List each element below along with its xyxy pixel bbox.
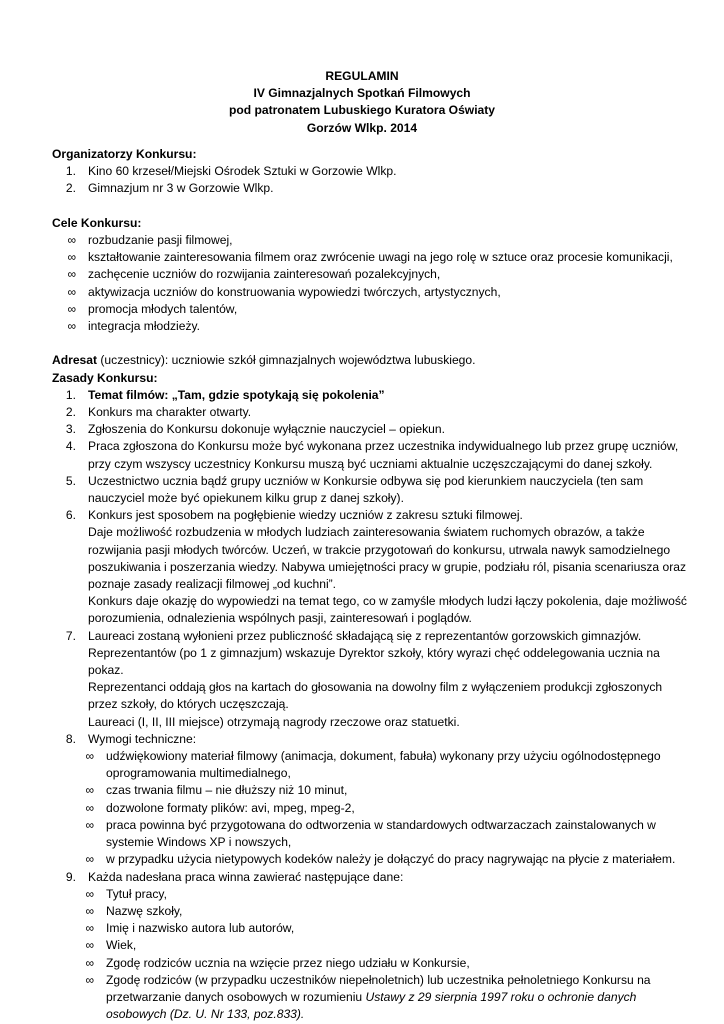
item-text: rozbudzanie pasji filmowej, — [88, 233, 233, 247]
item-text: w przypadku użycia nietypowych kodeków należy je dołączyć do pracy nagrywając na płycie z materiałem. — [106, 852, 676, 867]
title-line-2: IV Gimnazjalnych Spotkań Filmowych — [253, 86, 471, 101]
list-item — [52, 903, 692, 920]
infinity-bullet-icon: ∞ — [85, 800, 94, 815]
item-text: Imię i nazwisko autora lub autorów, — [106, 921, 295, 936]
rule-item — [52, 438, 692, 472]
list-item — [52, 748, 692, 782]
infinity-bullet-icon: ∞ — [85, 903, 94, 918]
item-text — [88, 507, 692, 627]
item-text: integracja młodzieży. — [88, 319, 201, 334]
document-body — [52, 146, 692, 1023]
list-item — [52, 301, 692, 318]
item-text: Zgodę rodziców ucznia na wzięcie przez niego udziału w Konkursie, — [106, 955, 470, 970]
addressee-text: (uczestnicy): uczniowie szkół gimnazjalnych województwa lubuskiego. — [97, 353, 476, 368]
rules-heading: Zasady Konkursu: — [52, 370, 158, 385]
organizers-heading: Organizatorzy Konkursu: — [52, 147, 197, 161]
list-item — [52, 180, 692, 197]
rule-8-intro: Wymogi techniczne: — [88, 731, 197, 746]
technical-requirements-list — [52, 748, 692, 868]
rule-item — [52, 473, 692, 507]
title-line-3: pod patronatem Lubuskiego Kuratora Oświaty — [228, 103, 496, 118]
goals-heading: Cele Konkursu: — [52, 215, 142, 230]
item-text: Konkurs ma charakter otwarty. — [88, 405, 252, 420]
item-number: 5. — [65, 473, 76, 488]
goals-list — [52, 232, 692, 335]
infinity-bullet-icon: ∞ — [85, 955, 94, 970]
law-citation: Ustawy z 29 sierpnia 1997 roku o ochronie danych osobowych (Dz. U. Nr 133, poz.833). — [106, 989, 637, 1022]
item-number: 1. — [65, 164, 76, 179]
infinity-bullet-icon: ∞ — [67, 233, 76, 247]
item-text — [88, 731, 692, 748]
list-item — [52, 851, 692, 868]
rule-item — [52, 628, 692, 731]
item-text: Gimnazjum nr 3 w Gorzowie Wlkp. — [88, 181, 274, 196]
rule-7-intro: Laureaci zostaną wyłonieni przez publiczność składającą się z reprezentantów gorzowskich gimnazjów. — [88, 628, 642, 643]
list-item — [52, 817, 692, 851]
infinity-bullet-icon: ∞ — [67, 284, 76, 299]
consent-text: Zgodę rodziców (w przypadku uczestników niepełnoletnich) lub uczestnika pełnoletniego Konkursu na przetwarzanie danych osobowych w rozumieniu — [106, 972, 651, 1004]
list-item — [52, 232, 692, 249]
item-text: Temat filmów: „Tam, gdzie spotykają się pokolenia” — [88, 387, 385, 402]
infinity-bullet-icon: ∞ — [85, 817, 94, 832]
title-line-4: Gorzów Wlkp. 2014 — [306, 120, 418, 135]
rule-item — [52, 387, 692, 404]
rules-list — [52, 387, 692, 1024]
list-item — [52, 937, 692, 954]
infinity-bullet-icon: ∞ — [85, 783, 94, 798]
item-text: zachęcenie uczniów do rozwijania zainteresowań pozalekcyjnych, — [88, 267, 441, 282]
infinity-bullet-icon: ∞ — [85, 938, 94, 953]
infinity-bullet-icon: ∞ — [67, 267, 76, 282]
infinity-bullet-icon: ∞ — [85, 852, 94, 867]
title-line-1: REGULAMIN — [325, 69, 399, 83]
item-text: Kino 60 krzeseł/Miejski Ośrodek Sztuki w Gorzowie Wlkp. — [88, 164, 397, 179]
addressee-label: Adresat — [52, 353, 98, 368]
organizers-list — [52, 163, 692, 197]
item-number: 2. — [65, 181, 76, 196]
list-item — [52, 782, 692, 799]
rule-item — [52, 731, 692, 748]
item-text: udźwiękowiony materiał filmowy (animacja, dokument, fabuła) wykonany przy użyciu ogólnodostępnego oprogramowania multimedialnego, — [106, 749, 661, 781]
rule-item — [52, 507, 692, 627]
list-item — [52, 284, 692, 301]
rule-6-paragraph-3: Konkurs daje okazję do wypowiedzi na temat tego, co w zamyśle młodych ludzi łączy pokolenia, daje możliwość porozumienia, odnalezienia wspólnych pasji, zainteresowań i poglądów. — [88, 594, 687, 626]
rule-6-paragraph-2: Daje możliwość rozbudzenia w młodych ludziach zainteresowania światem ruchomych obrazów, a także rozwijania pasji młodych twórców. Uczeń, w trakcie przygotowań do konkursu, utrwala nawyk samodzielnego poszukiwania i poszerzania wiedzy. Nabywa umiejętności pracy w grupie, podziału ról, pisania scenariusza oraz poznaje zasady realizacji filmowej „od kuchni”. — [88, 525, 687, 592]
item-number: 1. — [65, 387, 76, 402]
item-number: 6. — [65, 508, 76, 523]
list-item — [52, 318, 692, 335]
rule-item — [52, 404, 692, 421]
item-text: Tytuł pracy, — [106, 886, 167, 901]
rule-7-paragraph-3: Reprezentanci oddają głos na kartach do głosowania na dowolny film z wyłączeniem produkcji zgłoszonych przez szkoły, do których uczęszczają. — [88, 680, 663, 712]
infinity-bullet-icon: ∞ — [67, 250, 76, 265]
list-item — [52, 972, 692, 1024]
item-number: 8. — [65, 731, 76, 746]
item-text: Wiek, — [106, 938, 137, 953]
document-title — [0, 68, 724, 137]
list-item — [52, 249, 692, 266]
item-text: promocja młodych talentów, — [88, 301, 238, 316]
item-number: 9. — [65, 869, 76, 884]
rule-7-paragraph-4: Laureaci (I, II, III miejsce) otrzymają nagrody rzeczowe oraz statuetki. — [88, 714, 460, 729]
list-item — [52, 886, 692, 903]
item-text: praca powinna być przygotowana do odtworzenia w standardowych odtwarzaczach zainstalowanych w systemie Windows XP i nowszych, — [106, 817, 656, 850]
list-item — [52, 920, 692, 937]
list-item — [52, 266, 692, 283]
item-text: Zgłoszenia do Konkursu dokonuje wyłącznie nauczyciel – opiekun. — [88, 422, 445, 437]
list-item — [52, 163, 692, 180]
item-text: kształtowanie zainteresowania filmem oraz zwrócenie uwagi na jego rolę w sztuce oraz procesie komunikacji, — [88, 250, 673, 265]
item-text: Każda nadesłana praca winna zawierać następujące dane: — [88, 869, 404, 884]
rule-7-paragraph-2: Reprezentantów (po 1 z gimnazjum) wskazuje Dyrektor szkoły, który wyrazi chęć oddelegowania ucznia na pokaz. — [88, 645, 660, 678]
item-text: Uczestnictwo ucznia bądź grupy uczniów w Konkursie odbywa się pod kierunkiem nauczyciela (ten sam nauczyciel może być opiekunem kilku grup z danej szkoły). — [88, 473, 644, 506]
item-number: 2. — [65, 405, 76, 420]
item-number: 3. — [65, 422, 76, 437]
rule-item — [52, 869, 692, 886]
required-data-list — [52, 886, 692, 1024]
item-text: aktywizacja uczniów do konstruowania wypowiedzi twórczych, artystycznych, — [88, 284, 501, 299]
list-item — [52, 800, 692, 817]
infinity-bullet-icon: ∞ — [85, 886, 94, 901]
infinity-bullet-icon: ∞ — [85, 749, 94, 764]
infinity-bullet-icon: ∞ — [67, 319, 76, 334]
list-item — [52, 955, 692, 972]
infinity-bullet-icon: ∞ — [85, 972, 94, 987]
item-text: dozwolone formaty plików: avi, mpeg, mpeg-2, — [106, 800, 355, 815]
item-text — [106, 972, 692, 1024]
item-number: 7. — [65, 628, 76, 643]
item-text — [88, 628, 692, 731]
item-text: Praca zgłoszona do Konkursu może być wykonana przez uczestnika indywidualnego lub przez grupę uczniów, przy czym wszyscy uczestnicy Konkursu muszą być uczniami aktualnie uczęszczającymi do danej szkoły. — [88, 439, 679, 471]
infinity-bullet-icon: ∞ — [67, 301, 76, 316]
infinity-bullet-icon: ∞ — [85, 921, 94, 936]
item-text: czas trwania filmu – nie dłuższy niż 10 minut, — [106, 783, 348, 798]
addressee-paragraph — [52, 352, 692, 369]
item-number: 4. — [65, 439, 76, 454]
rule-item — [52, 421, 692, 438]
item-text: Nazwę szkoły, — [106, 903, 183, 918]
rule-6-intro: Konkurs jest sposobem na pogłębienie wiedzy uczniów z zakresu sztuki filmowej. — [88, 508, 523, 523]
